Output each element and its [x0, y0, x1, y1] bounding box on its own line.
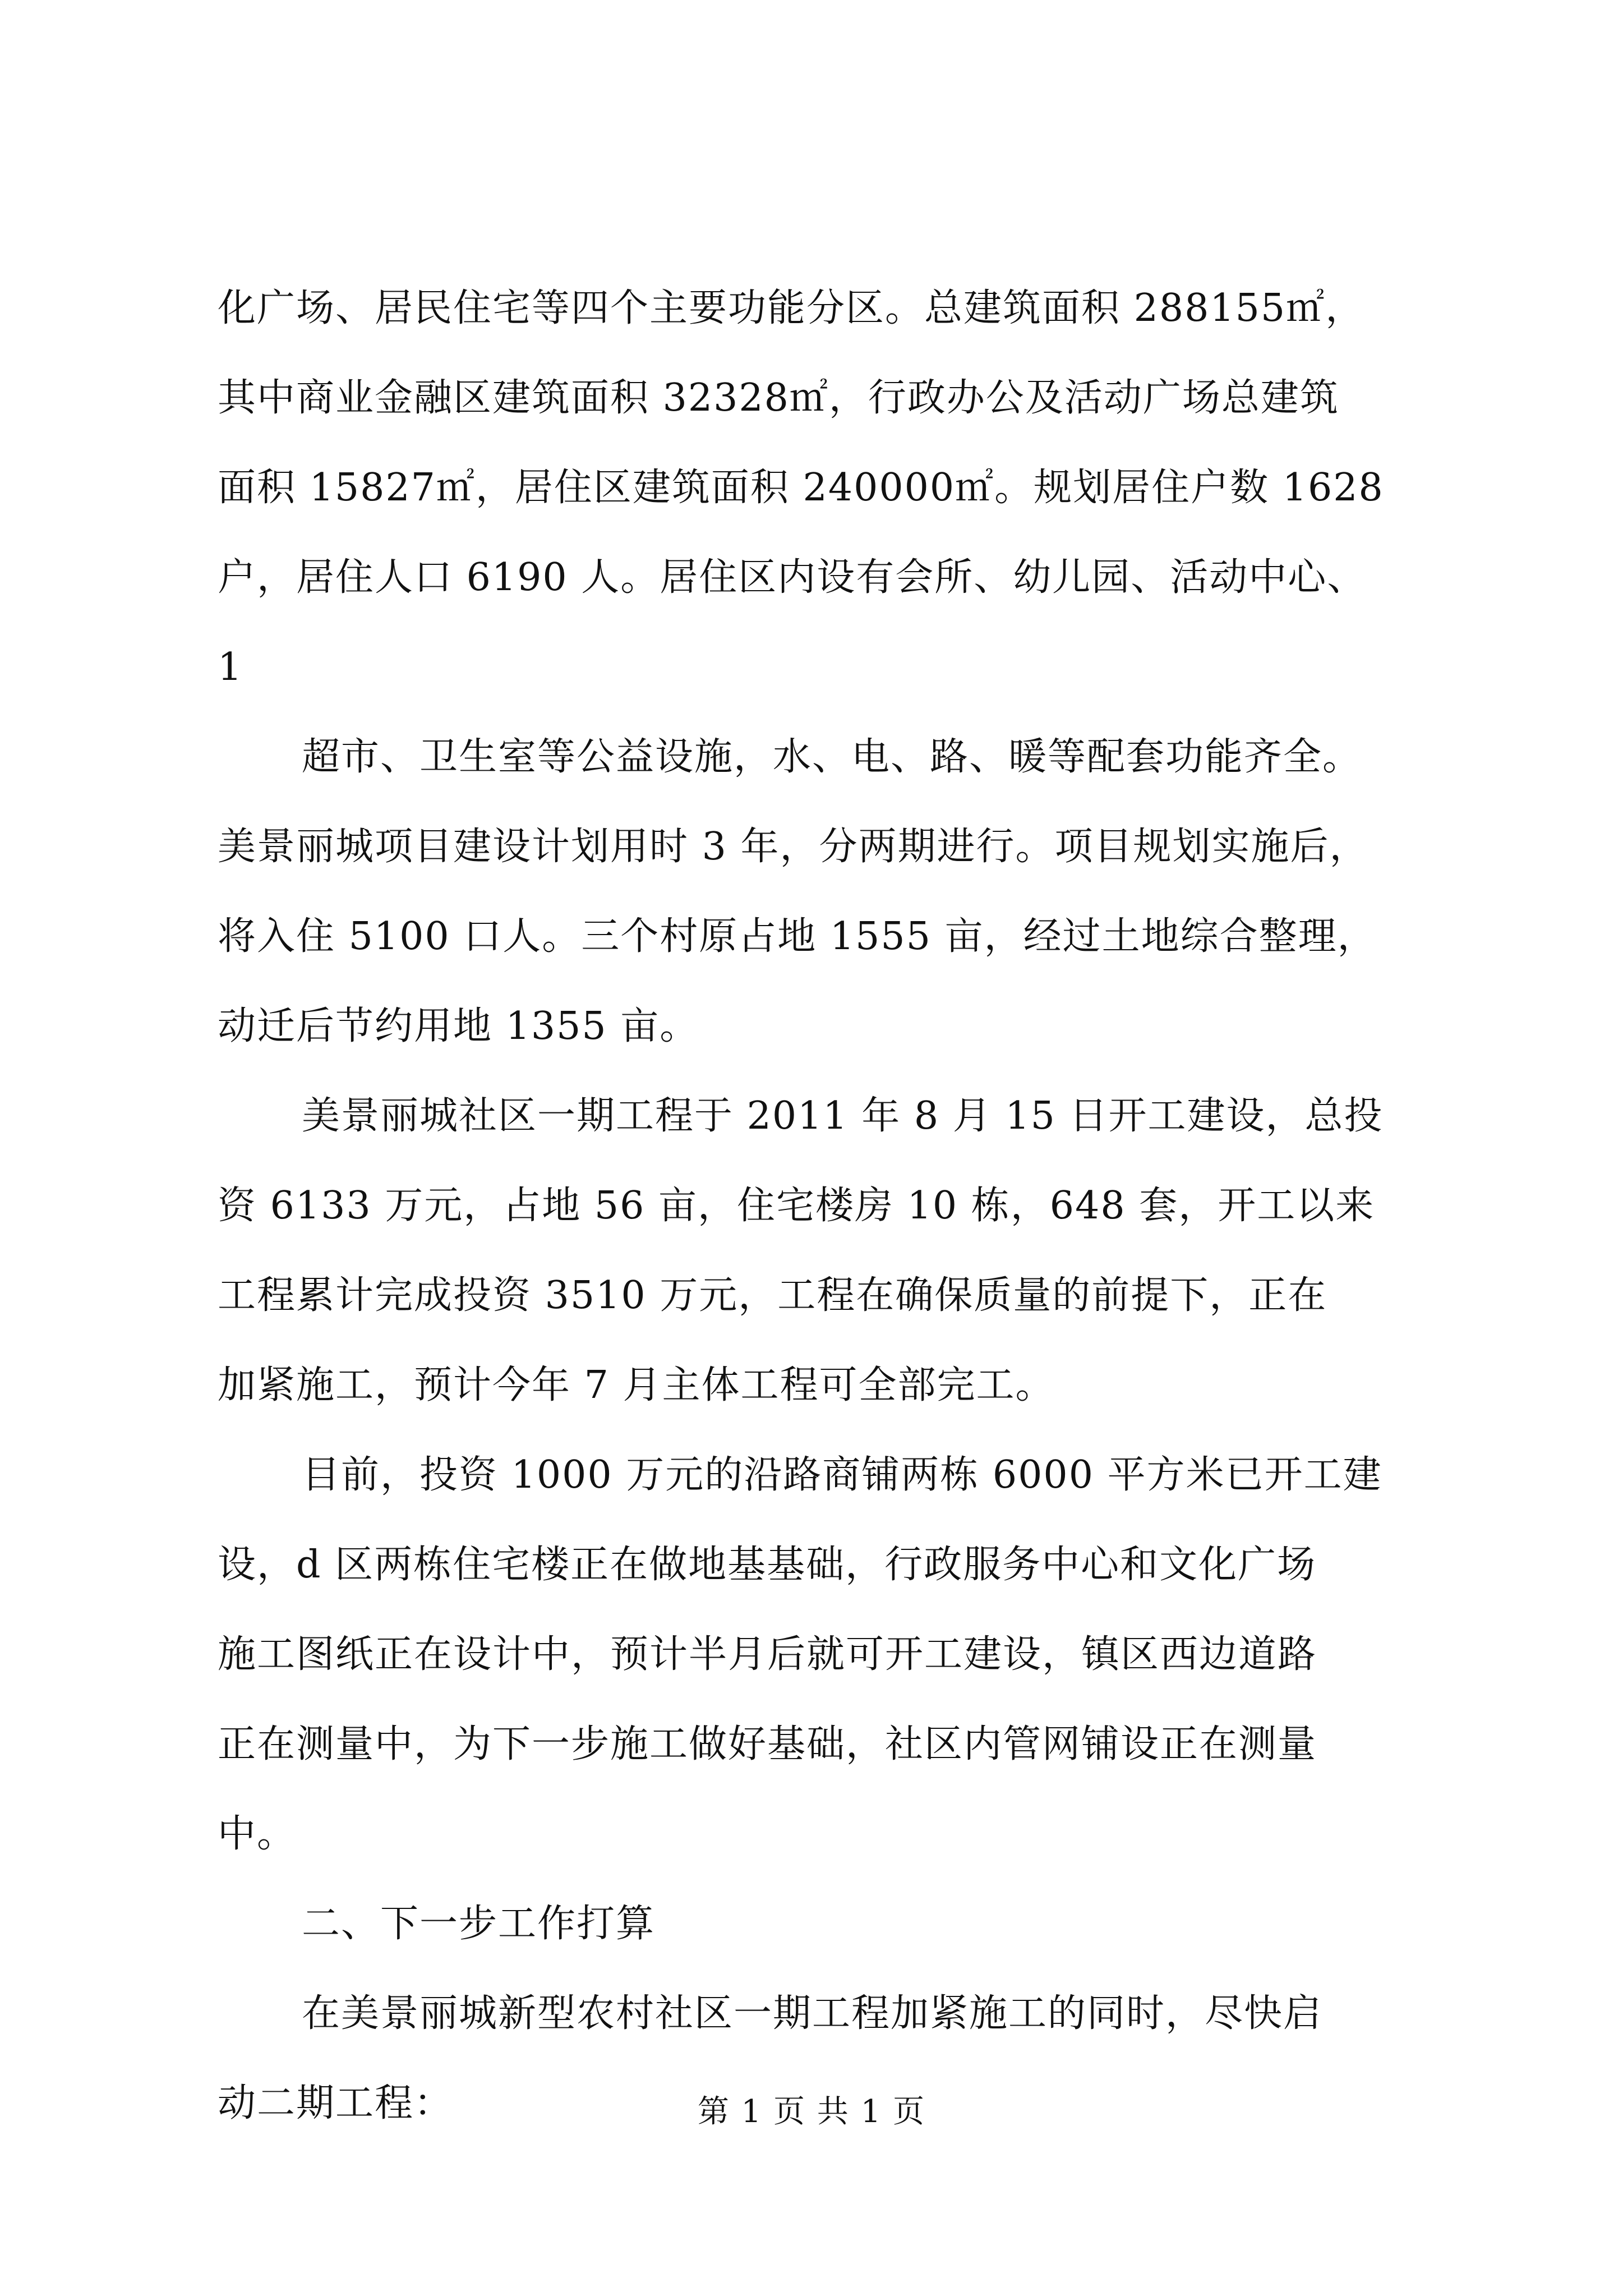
text-line: 美景丽城项目建设计划用时 3 年，分两期进行。项目规划实施后， [218, 825, 1369, 869]
text-line: 将入住 5100 口人。三个村原占地 1555 亩，经过土地综合整理， [218, 914, 1377, 959]
text-line: 美景丽城社区一期工程于 2011 年 8 月 15 日开工建设，总投 [302, 1094, 1384, 1138]
text-line: 户，居住人口 6190 人。居住区内设有会所、幼儿园、活动中心、 [218, 555, 1367, 600]
text-line: 正在测量中，为下一步施工做好基础，社区内管网铺设正在测量 [218, 1722, 1317, 1766]
page-footer: 第 1 页 共 1 页 [697, 2093, 926, 2130]
text-line: 工程累计完成投资 3510 万元，工程在确保质量的前提下，正在 [218, 1273, 1327, 1318]
text-line: 超市、卫生室等公益设施，水、电、路、暖等配套功能齐全。 [302, 735, 1362, 779]
section-heading: 二、下一步工作打算 [302, 1902, 656, 1946]
text-line: 资 6133 万元，占地 56 亩，住宅楼房 10 栋，648 套，开工以来 [218, 1184, 1375, 1228]
text-line: 化广场、居民住宅等四个主要功能分区。总建筑面积 288155㎡， [218, 286, 1365, 330]
text-line: 其中商业金融区建筑面积 32328㎡，行政办公及活动广场总建筑 [218, 376, 1339, 420]
text-line: 动二期工程： [218, 2081, 454, 2125]
text-line: 加紧施工，预计今年 7 月主体工程可全部完工。 [218, 1363, 1055, 1407]
text-line: 施工图纸正在设计中，预计半月后就可开工建设，镇区西边道路 [218, 1632, 1317, 1677]
text-line: 设，d 区两栋住宅楼正在做地基基础，行政服务中心和文化广场 [218, 1543, 1317, 1587]
text-line: 中。 [218, 1812, 297, 1856]
text-line: 在美景丽城新型农村社区一期工程加紧施工的同时，尽快启 [302, 1991, 1323, 2036]
document-body [218, 264, 1418, 2148]
text-line: 目前，投资 1000 万元的沿路商铺两栋 6000 平方米已开工建 [302, 1453, 1382, 1497]
text-line: 面积 15827㎡，居住区建筑面积 240000㎡。规划居住户数 1628 [218, 466, 1384, 510]
text-line: 动迁后节约用地 1355 亩。 [218, 1004, 699, 1048]
text-line: 1 [218, 645, 243, 689]
